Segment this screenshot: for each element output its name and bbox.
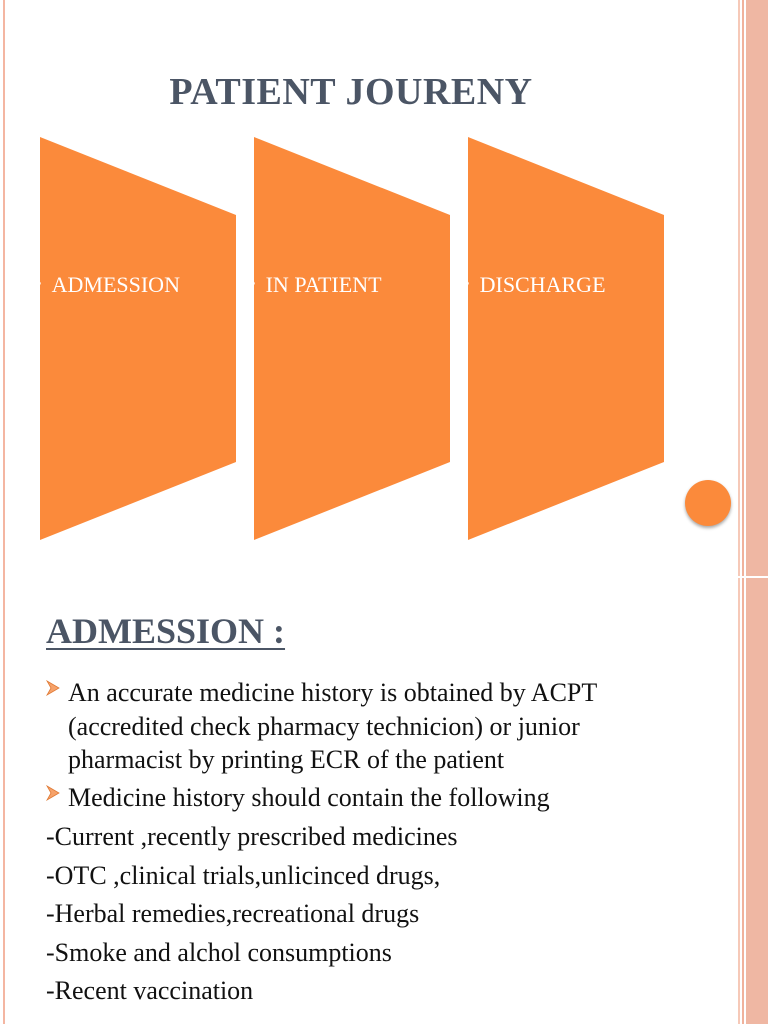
arrow-bullet-icon	[46, 680, 60, 696]
section-heading: ADMESSION :	[46, 611, 286, 651]
process-step-label: DISCHARGE	[479, 272, 606, 297]
list-item	[46, 781, 696, 815]
sub-item: -Smoke and alchol consumptions	[46, 937, 392, 967]
process-shape-in-patient	[254, 137, 450, 540]
sub-item: -Current ,recently prescribed medicines	[46, 822, 458, 851]
process-shape-discharge	[468, 137, 664, 540]
bullet-dot: •	[250, 276, 256, 293]
list-item-text: Medicine history should contain the following	[68, 782, 550, 812]
list-item-text: An accurate medicine history is obtained by ACPT (accredited check pharmacy technicion) or junior pharmacist by printing ECR of the patient	[68, 678, 597, 774]
sub-item: -Herbal remedies,recreational drugs	[46, 899, 420, 928]
bullet-dot: •	[36, 276, 42, 293]
sub-item: -Recent vaccination	[46, 976, 254, 1005]
accent-dot	[685, 480, 731, 526]
process-step-label: ADMESSION	[51, 272, 180, 297]
process-shape-admession	[40, 137, 236, 540]
arrow-bullet-icon	[46, 785, 60, 801]
body-list	[46, 676, 696, 1011]
bullet-dot: •	[464, 276, 470, 293]
process-step-admession	[36, 272, 180, 302]
process-step-in-patient	[250, 272, 382, 302]
process-step-discharge	[464, 272, 606, 302]
sub-item: -OTC ,clinical trials,unlicinced drugs,	[46, 860, 441, 890]
process-step-label: IN PATIENT	[265, 272, 382, 297]
slide-title: PATIENT JOURENY	[169, 71, 533, 113]
list-item	[46, 676, 696, 777]
